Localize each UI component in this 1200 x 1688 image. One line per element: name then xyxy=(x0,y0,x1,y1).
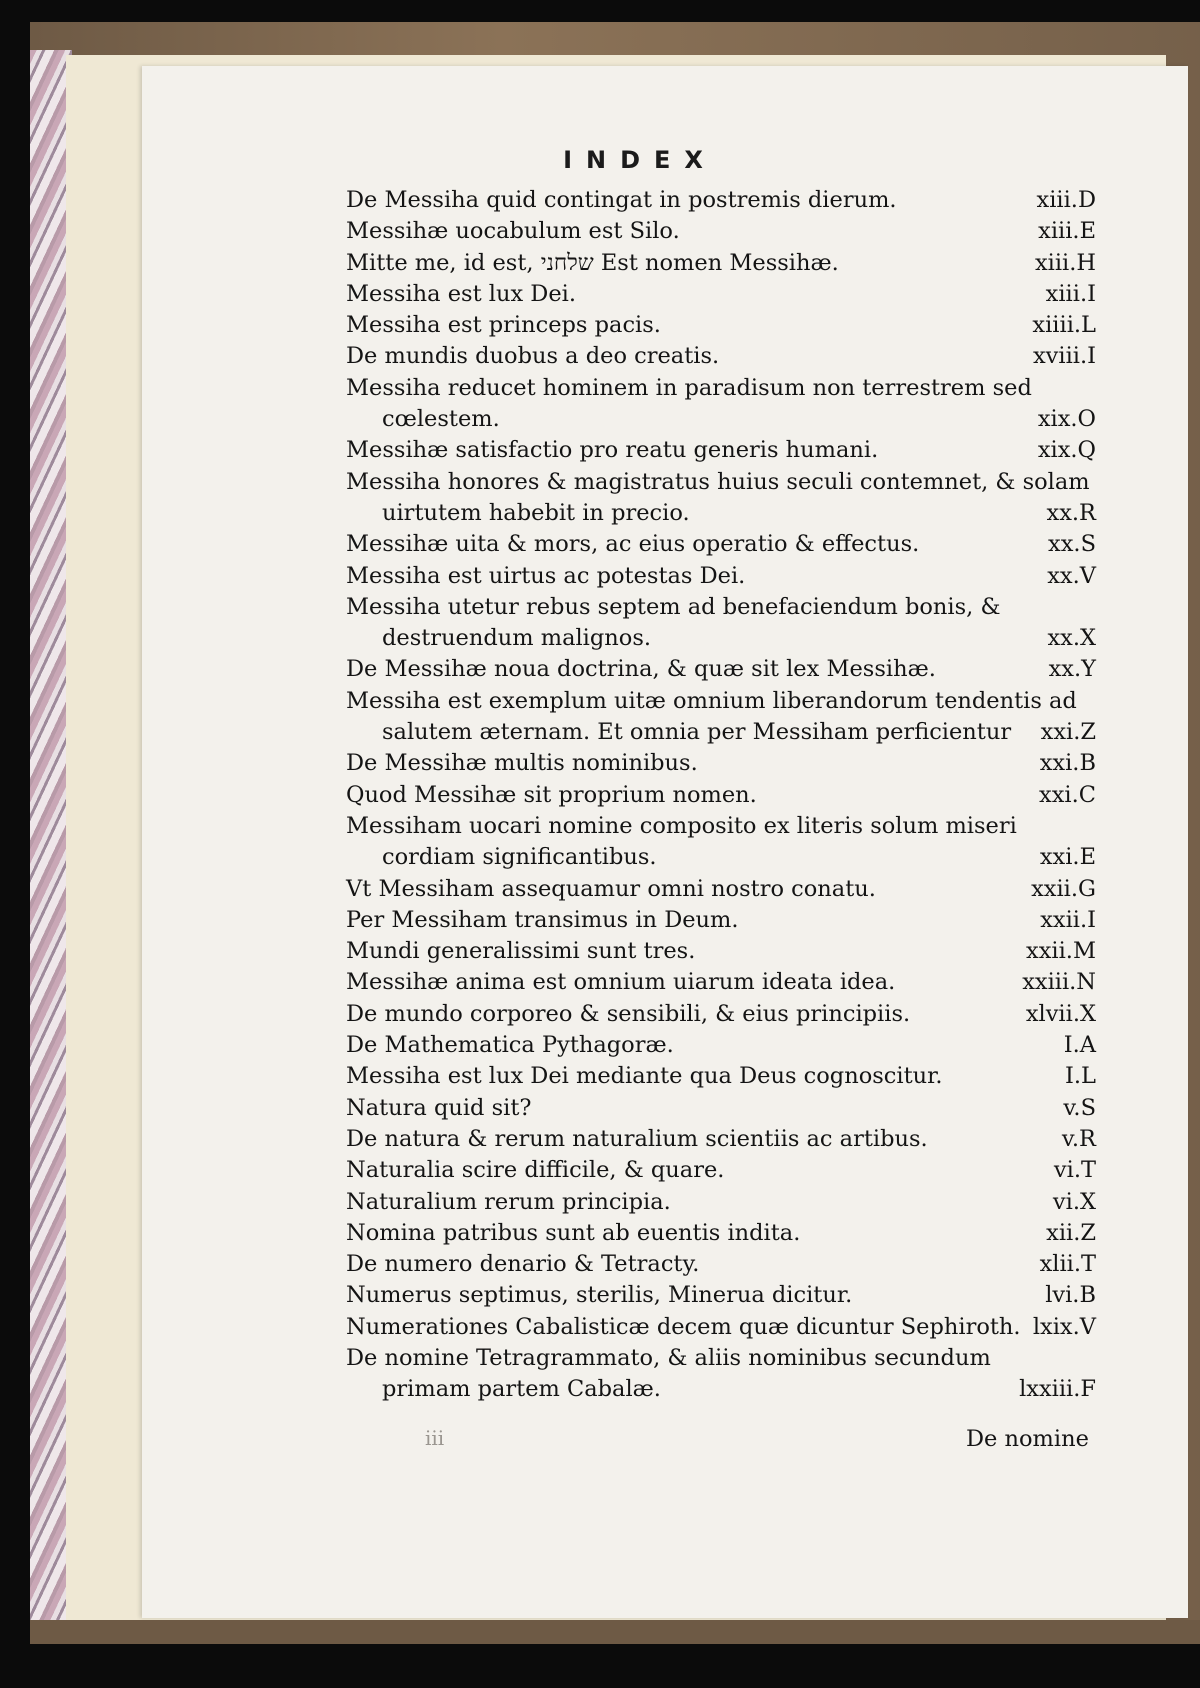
index-entry-text: uirtutem habebit in precio. xyxy=(382,499,690,526)
index-entry-text: Per Messiham transimus in Deum. xyxy=(346,906,739,933)
index-entry-text: Natura quid sit? xyxy=(346,1094,532,1121)
index-entry xyxy=(346,1374,1096,1405)
index-entry-reference: xiii.D xyxy=(1036,187,1096,213)
index-entry-reference: xiii.H xyxy=(1034,249,1096,276)
index-entry-reference: xx.Y xyxy=(1048,656,1096,683)
index-entry-text: cœlestem. xyxy=(382,406,500,433)
index-entry-reference: xiii.E xyxy=(1038,218,1096,245)
index-entry xyxy=(346,780,1096,811)
index-entry-text: Nomina patribus sunt ab euentis indita. xyxy=(346,1219,801,1246)
index-entry xyxy=(346,654,1096,685)
index-entry-text: Mundi generalissimi sunt tres. xyxy=(346,938,696,965)
catchword: De nomine xyxy=(966,1426,1089,1452)
index-entry xyxy=(346,561,1096,592)
index-entry-reference: xlii.T xyxy=(1039,1251,1096,1278)
index-entry-text: Messihæ anima est omnium uiarum ideata idea. xyxy=(346,969,896,996)
index-entry-text: De Messiha quid contingat in postremis dierum. xyxy=(346,187,897,213)
index-entry-text: De Messihæ noua doctrina, & quæ sit lex Messihæ. xyxy=(346,656,936,683)
index-entry-text: Messiha reducet hominem in paradisum non terrestrem sed xyxy=(346,374,1032,401)
index-entry-text: salutem æternam. Et omnia per Messiham perficientur xyxy=(382,719,1012,746)
index-entry-reference: xiii.I xyxy=(1045,280,1096,307)
index-entry-reference: lvi.B xyxy=(1045,1282,1096,1309)
index-entry-reference: xiiii.L xyxy=(1032,312,1096,339)
index-entry-text: cordiam significantibus. xyxy=(382,844,657,871)
index-entry xyxy=(346,185,1096,216)
index-entry-reference: I.L xyxy=(1065,1063,1096,1090)
index-entry-text: De Messihæ multis nominibus. xyxy=(346,750,698,777)
index-entry xyxy=(346,842,1096,873)
index-entry-reference: xxi.E xyxy=(1039,844,1096,871)
index-entry xyxy=(346,279,1096,310)
index-entry xyxy=(346,248,1096,279)
index-entry xyxy=(346,717,1096,748)
index-entry xyxy=(346,967,1096,998)
index-entry-text: Messiham uocari nomine composito ex literis solum miseri xyxy=(346,812,1017,839)
index-entry xyxy=(346,874,1096,905)
index-entry-reference: lxxiii.F xyxy=(1019,1376,1096,1403)
index-entry xyxy=(346,498,1096,529)
index-entry-text: Messiha honores & magistratus huius seculi contemnet, & solam xyxy=(346,468,1090,495)
index-entry xyxy=(346,748,1096,779)
index-entry-reference: xxi.B xyxy=(1039,750,1096,777)
index-entry-text: Numerationes Cabalisticæ decem quæ dicuntur Sephiroth. xyxy=(346,1313,1021,1340)
index-entry-text: Vt Messiham assequamur omni nostro conatu. xyxy=(346,875,876,902)
page-title: INDEX xyxy=(563,146,717,174)
index-entry xyxy=(346,1249,1096,1280)
signature-mark: iii xyxy=(425,1426,445,1450)
index-entry-reference: xx.V xyxy=(1047,562,1096,589)
index-entry-reference: I.A xyxy=(1063,1032,1096,1059)
index-entry-reference: xii.Z xyxy=(1046,1219,1096,1246)
index-entry-reference: xviii.I xyxy=(1032,343,1096,370)
index-entry-text: Messihæ uita & mors, ac eius operatio & effectus. xyxy=(346,531,920,558)
index-entry-reference: xix.Q xyxy=(1037,437,1096,464)
index-entry-text: Messiha utetur rebus septem ad benefaciendum bonis, & xyxy=(346,593,1001,620)
index-entry-reference: vi.T xyxy=(1053,1157,1096,1184)
index-entry-text: Numerus septimus, sterilis, Minerua dicitur. xyxy=(346,1282,853,1309)
index-entry xyxy=(346,1187,1096,1218)
index-entry xyxy=(346,1124,1096,1155)
index-entry-reference: lxix.V xyxy=(1032,1313,1096,1340)
index-entry xyxy=(346,435,1096,466)
index-entry-reference: xxiii.N xyxy=(1022,969,1096,996)
index-entry xyxy=(346,936,1096,967)
index-entry-reference: xx.X xyxy=(1047,625,1096,652)
index-entry-text: Naturalia scire difficile, & quare. xyxy=(346,1157,725,1184)
index-entry xyxy=(346,1280,1096,1311)
index-entry xyxy=(346,1030,1096,1061)
index-entry-text: De mundo corporeo & sensibili, & eius principiis. xyxy=(346,1000,911,1027)
index-entry-text: primam partem Cabalæ. xyxy=(382,1376,661,1403)
index-entry xyxy=(346,310,1096,341)
index-entry-text: Messiha est lux Dei mediante qua Deus cognoscitur. xyxy=(346,1063,943,1090)
index-entry xyxy=(346,1093,1096,1124)
index-entry-text: Mitte me, id est, שלחני Est nomen Messihæ. xyxy=(346,249,839,276)
index-entry xyxy=(346,811,1096,842)
index-entry-text: De numero denario & Tetracty. xyxy=(346,1251,700,1278)
index-entry xyxy=(346,1312,1096,1343)
index-entry-reference: vi.X xyxy=(1052,1188,1096,1215)
index-entry xyxy=(346,529,1096,560)
index-entry-reference: xxi.C xyxy=(1039,781,1096,808)
index-entry-reference: xxii.M xyxy=(1026,938,1096,965)
index-entry xyxy=(346,623,1096,654)
index-entry-reference: xxii.I xyxy=(1040,906,1096,933)
index-entry xyxy=(346,1061,1096,1092)
index-entry-text: De nomine Tetragrammato, & aliis nominibus secundum xyxy=(346,1344,991,1371)
index-entry-text: destruendum malignos. xyxy=(382,625,652,652)
index-entry-reference: xlvii.X xyxy=(1025,1000,1096,1027)
index-entry-reference: xix.O xyxy=(1037,406,1096,433)
index-entry-reference: xx.S xyxy=(1048,531,1096,558)
index-entry xyxy=(346,592,1096,623)
index-entry-reference: xx.R xyxy=(1046,499,1096,526)
index-entry xyxy=(346,467,1096,498)
index-entry-text: Messiha est exemplum uitæ omnium liberandorum tendentis ad xyxy=(346,687,1077,714)
index-entry xyxy=(346,1218,1096,1249)
index-entry xyxy=(346,1343,1096,1374)
index-entry-reference: xxii.G xyxy=(1031,875,1096,902)
index-entry xyxy=(346,905,1096,936)
index-entry xyxy=(346,341,1096,372)
index-entry-text: Messiha est princeps pacis. xyxy=(346,312,661,339)
index-entry xyxy=(346,686,1096,717)
index-entry xyxy=(346,999,1096,1030)
index-entry xyxy=(346,404,1096,435)
book-cover-bottom-edge xyxy=(30,1620,1200,1644)
index-entry-text: Messihæ uocabulum est Silo. xyxy=(346,218,680,245)
index-entry xyxy=(346,373,1096,404)
index-entries-list xyxy=(346,185,1096,1406)
index-entry-text: Messiha est lux Dei. xyxy=(346,280,576,307)
index-entry-reference: xxi.Z xyxy=(1040,719,1096,746)
index-entry-reference: v.S xyxy=(1063,1094,1096,1121)
index-entry xyxy=(346,216,1096,247)
index-entry-text: De Mathematica Pythagoræ. xyxy=(346,1032,674,1059)
index-entry-reference: v.R xyxy=(1061,1125,1096,1152)
index-entry xyxy=(346,1155,1096,1186)
index-entry-text: Quod Messihæ sit proprium nomen. xyxy=(346,781,757,808)
index-entry-text: Naturalium rerum principia. xyxy=(346,1188,671,1215)
index-entry-text: De natura & rerum naturalium scientiis ac artibus. xyxy=(346,1125,928,1152)
index-entry-text: Messihæ satisfactio pro reatu generis humani. xyxy=(346,437,879,464)
index-entry-text: Messiha est uirtus ac potestas Dei. xyxy=(346,562,746,589)
index-entry-text: De mundis duobus a deo creatis. xyxy=(346,343,720,370)
